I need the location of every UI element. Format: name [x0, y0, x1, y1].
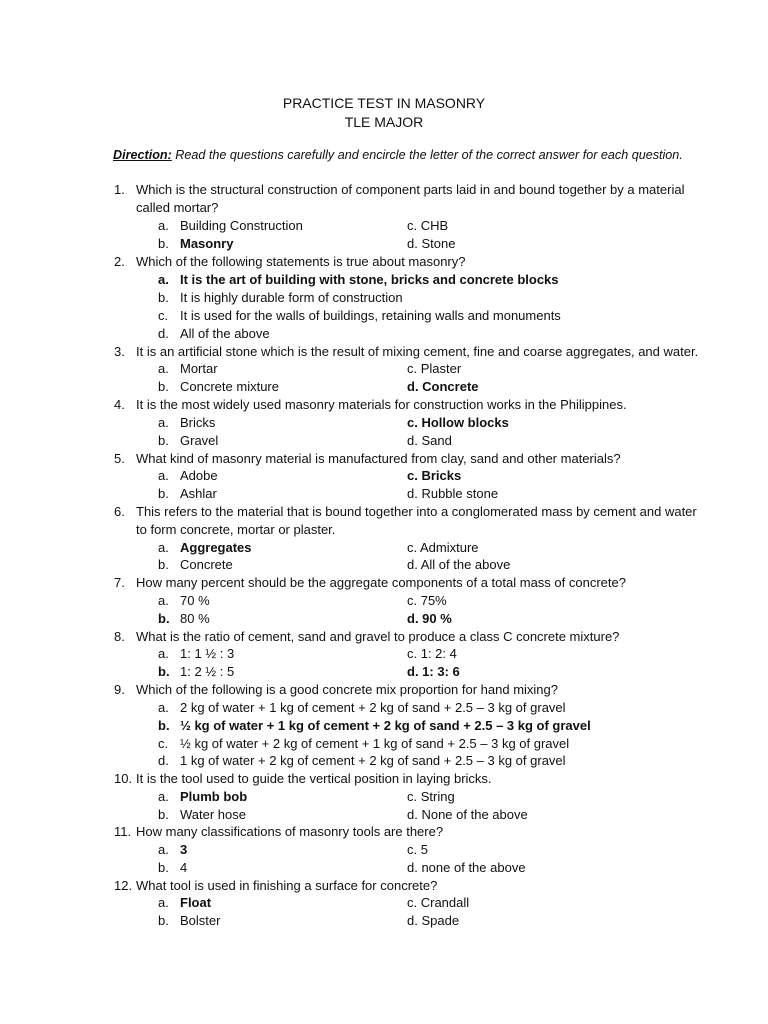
- option-letter: b.: [158, 379, 169, 394]
- document-subtitle: TLE MAJOR: [344, 114, 424, 130]
- correct-answer: Plumb bob: [180, 789, 248, 804]
- question-text: It is the tool used to guide the vertical position in laying bricks.: [136, 771, 492, 786]
- option-letter: a.: [158, 895, 169, 910]
- option-letter: a.: [158, 842, 169, 857]
- option-text: d. none of the above: [407, 860, 526, 875]
- question-text: How many classifications of masonry tools are there?: [136, 824, 444, 839]
- option-text: 2 kg of water + 1 kg of cement + 2 kg of sand + 2.5 – 3 kg of gravel: [180, 700, 566, 715]
- option-text: All of the above: [180, 326, 270, 341]
- correct-answer: d. 90 %: [407, 611, 452, 626]
- option-text: c. Admixture: [407, 540, 479, 555]
- option-text: 80 %: [180, 611, 210, 626]
- question-number: 10.: [114, 771, 133, 786]
- option-letter: a.: [158, 789, 169, 804]
- correct-answer: Masonry: [180, 236, 234, 251]
- option-text: 1: 2 ½ : 5: [180, 664, 235, 679]
- option-letter: a.: [158, 700, 169, 715]
- option-text: c. Crandall: [407, 895, 470, 910]
- question-text: What kind of masonry material is manufactured from clay, sand and other materials?: [136, 451, 621, 466]
- option-text: d. Stone: [407, 236, 456, 251]
- question-text: What tool is used in finishing a surface for concrete?: [136, 878, 438, 893]
- question-text: to form concrete, mortar or plaster.: [136, 522, 336, 537]
- option-letter: b.: [158, 664, 170, 679]
- option-letter: c.: [158, 736, 169, 751]
- option-text: 70 %: [180, 593, 210, 608]
- option-text: c. 75%: [407, 593, 447, 608]
- direction-label: Direction:: [113, 148, 172, 162]
- option-letter: a.: [158, 468, 169, 483]
- question-number: 1.: [114, 182, 125, 197]
- question-number: 5.: [114, 451, 125, 466]
- correct-answer: c. Bricks: [407, 468, 462, 483]
- option-text: d. Sand: [407, 433, 452, 448]
- question-number: 2.: [114, 254, 125, 269]
- correct-answer: It is the art of building with stone, bricks and concrete blocks: [180, 272, 559, 287]
- question-number: 7.: [114, 575, 125, 590]
- option-text: 4: [180, 860, 188, 875]
- option-text: It is highly durable form of construction: [180, 290, 403, 305]
- option-text: c. String: [407, 789, 455, 804]
- option-letter: b.: [158, 486, 169, 501]
- question-number: 3.: [114, 344, 125, 359]
- question-text: It is the most widely used masonry materials for construction works in the Philippines.: [136, 397, 627, 412]
- option-text: d. Spade: [407, 913, 460, 928]
- option-letter: b.: [158, 290, 169, 305]
- option-text: Gravel: [180, 433, 219, 448]
- question-number: 11.: [114, 824, 132, 839]
- document-title: PRACTICE TEST IN MASONRY: [282, 95, 486, 111]
- option-letter: a.: [158, 218, 169, 233]
- option-letter: b.: [158, 611, 170, 626]
- option-text: 1: 1 ½ : 3: [180, 646, 235, 661]
- option-letter: d.: [158, 326, 169, 341]
- question-number: 4.: [114, 397, 125, 412]
- correct-answer: 3: [180, 842, 188, 857]
- option-text: c. Plaster: [407, 361, 462, 376]
- option-letter: c.: [158, 308, 169, 323]
- option-text: c. CHB: [407, 218, 449, 233]
- option-letter: a.: [158, 415, 169, 430]
- option-text: Water hose: [180, 807, 246, 822]
- question-text: How many percent should be the aggregate components of a total mass of concrete?: [136, 575, 626, 590]
- question-number: 9.: [114, 682, 125, 697]
- option-letter: a.: [158, 593, 169, 608]
- option-letter: b.: [158, 913, 169, 928]
- option-text: Mortar: [180, 361, 218, 376]
- option-letter: b.: [158, 860, 169, 875]
- option-letter: a.: [158, 361, 169, 376]
- option-text: d. All of the above: [407, 557, 511, 572]
- option-letter: d.: [158, 753, 169, 768]
- option-text: ½ kg of water + 2 kg of cement + 1 kg of sand + 2.5 – 3 kg of gravel: [180, 736, 570, 751]
- option-text: Concrete: [180, 557, 233, 572]
- option-letter: b.: [158, 433, 169, 448]
- question-text: called mortar?: [136, 200, 219, 215]
- correct-answer: c. Hollow blocks: [407, 415, 509, 430]
- question-text: This refers to the material that is bound together into a conglomerated mass by cement and water: [136, 504, 697, 519]
- option-text: Adobe: [180, 468, 218, 483]
- question-text: Which of the following is a good concrete mix proportion for hand mixing?: [136, 682, 558, 697]
- option-text: d. Rubble stone: [407, 486, 499, 501]
- correct-answer: Float: [180, 895, 212, 910]
- option-text: It is used for the walls of buildings, retaining walls and monuments: [180, 308, 561, 323]
- option-letter: b.: [158, 807, 169, 822]
- direction-text: Read the questions carefully and encircle the letter of the correct answer for each question.: [171, 148, 683, 162]
- direction-paragraph: [113, 148, 683, 162]
- option-letter: a.: [158, 272, 169, 287]
- question-text: Which is the structural construction of component parts laid in and bound together by a material: [136, 182, 685, 197]
- option-text: Bricks: [180, 415, 216, 430]
- option-text: Ashlar: [180, 486, 217, 501]
- correct-answer: d. 1: 3: 6: [407, 664, 460, 679]
- option-letter: b.: [158, 236, 169, 251]
- option-text: c. 5: [407, 842, 428, 857]
- option-text: 1 kg of water + 2 kg of cement + 2 kg of sand + 2.5 – 3 kg of gravel: [180, 753, 566, 768]
- question-text: Which of the following statements is true about masonry?: [136, 254, 466, 269]
- option-letter: a.: [158, 540, 169, 555]
- correct-answer: d. Concrete: [407, 379, 479, 394]
- option-letter: a.: [158, 646, 169, 661]
- question-number: 6.: [114, 504, 125, 519]
- question-number: 8.: [114, 629, 125, 644]
- option-text: c. 1: 2: 4: [407, 646, 457, 661]
- question-text: It is an artificial stone which is the result of mixing cement, fine and coarse aggregates, and water.: [136, 344, 699, 359]
- correct-answer: Aggregates: [180, 540, 252, 555]
- option-text: d. None of the above: [407, 807, 528, 822]
- question-text: What is the ratio of cement, sand and gravel to produce a class C concrete mixture?: [136, 629, 620, 644]
- correct-answer: ½ kg of water + 1 kg of cement + 2 kg of sand + 2.5 – 3 kg of gravel: [180, 718, 591, 733]
- option-text: Building Construction: [180, 218, 303, 233]
- option-letter: b.: [158, 557, 169, 572]
- option-text: Bolster: [180, 913, 221, 928]
- question-number: 12.: [114, 878, 133, 893]
- option-text: Concrete mixture: [180, 379, 279, 394]
- option-letter: b.: [158, 718, 170, 733]
